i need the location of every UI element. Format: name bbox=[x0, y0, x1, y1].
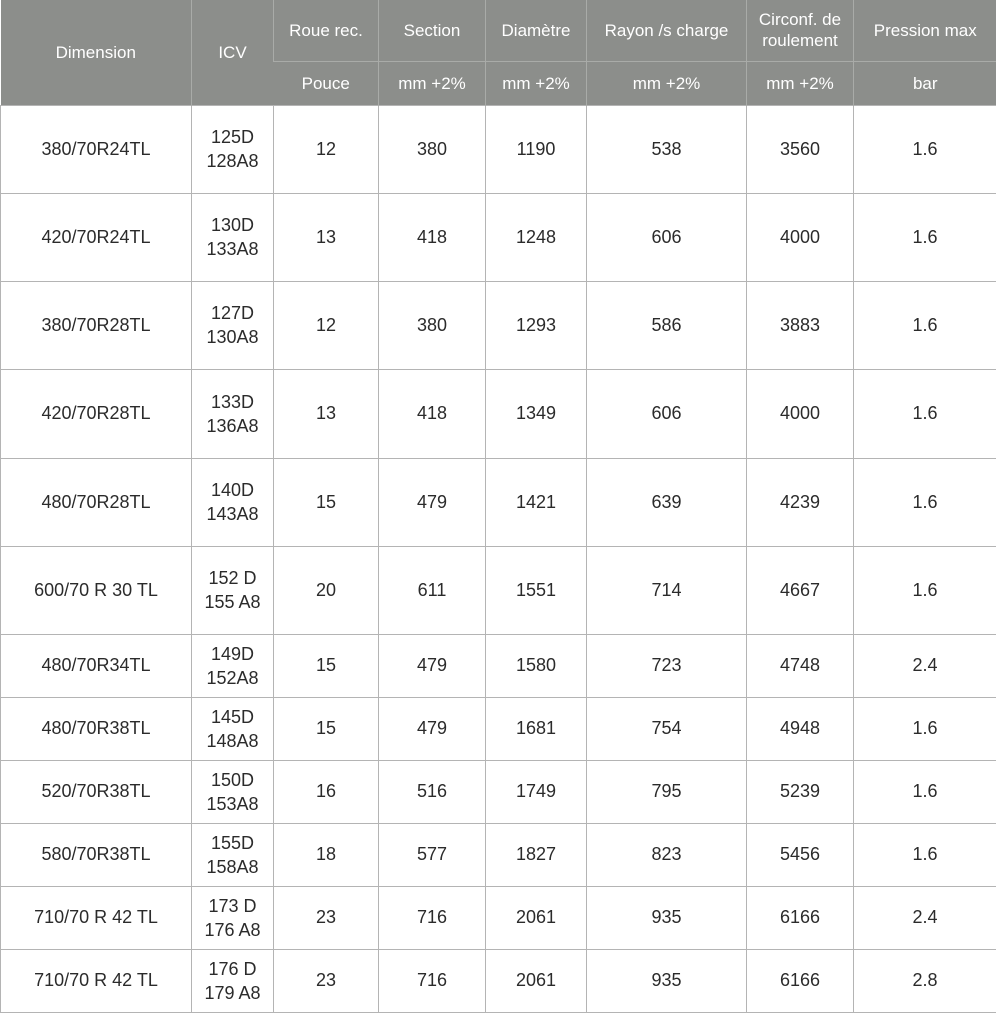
cell-circonf: 6166 bbox=[747, 949, 854, 1012]
cell-diametre: 1749 bbox=[486, 760, 587, 823]
cell-circonf: 5456 bbox=[747, 823, 854, 886]
cell-dimension: 600/70 R 30 TL bbox=[1, 546, 192, 634]
cell-circonf: 4948 bbox=[747, 697, 854, 760]
cell-diametre: 1349 bbox=[486, 369, 587, 458]
cell-diametre: 1293 bbox=[486, 281, 587, 369]
icv-load-index: 130D bbox=[210, 215, 255, 235]
table-header bbox=[1, 0, 996, 105]
icv-load-index: 176 D bbox=[208, 958, 257, 979]
cell-icv bbox=[192, 949, 274, 1012]
icv-load-index-a8: 128A8 bbox=[206, 151, 259, 171]
cell-section: 479 bbox=[379, 634, 486, 697]
header-diametre: Diamètre bbox=[486, 0, 587, 61]
cell-roue: 12 bbox=[274, 281, 379, 369]
icv-load-index: 152 D bbox=[208, 568, 257, 588]
cell-section: 716 bbox=[379, 949, 486, 1012]
cell-roue: 15 bbox=[274, 697, 379, 760]
table-row bbox=[1, 823, 996, 886]
cell-pression: 1.6 bbox=[854, 760, 996, 823]
icv-load-index: 140D bbox=[210, 480, 255, 500]
cell-section: 418 bbox=[379, 369, 486, 458]
header-dimension: Dimension bbox=[1, 0, 192, 105]
cell-roue: 13 bbox=[274, 193, 379, 281]
icv-load-index: 133D bbox=[210, 391, 255, 412]
cell-circonf: 6166 bbox=[747, 886, 854, 949]
icv-load-index: 173 D bbox=[208, 895, 257, 916]
cell-rayon: 723 bbox=[587, 634, 747, 697]
icv-load-index-a8: 133A8 bbox=[206, 239, 259, 259]
cell-dimension: 520/70R38TL bbox=[1, 760, 192, 823]
cell-circonf: 3560 bbox=[747, 105, 854, 193]
icv-load-index-a8: 153A8 bbox=[206, 793, 259, 814]
cell-roue: 20 bbox=[274, 546, 379, 634]
cell-diametre: 1421 bbox=[486, 458, 587, 546]
icv-load-index-a8: 136A8 bbox=[206, 415, 259, 436]
cell-icv bbox=[192, 546, 274, 634]
cell-circonf: 4748 bbox=[747, 634, 854, 697]
header-roue: Roue rec. bbox=[274, 0, 379, 61]
cell-dimension: 710/70 R 42 TL bbox=[1, 886, 192, 949]
icv-load-index: 127D bbox=[210, 303, 255, 323]
table-row bbox=[1, 546, 996, 634]
cell-diametre: 1248 bbox=[486, 193, 587, 281]
table-row bbox=[1, 634, 996, 697]
table-row bbox=[1, 458, 996, 546]
unit-rayon: mm +2% bbox=[587, 61, 747, 105]
table-row bbox=[1, 760, 996, 823]
cell-section: 418 bbox=[379, 193, 486, 281]
table-body bbox=[1, 105, 996, 1012]
cell-rayon: 935 bbox=[587, 886, 747, 949]
cell-diametre: 1551 bbox=[486, 546, 587, 634]
cell-roue: 16 bbox=[274, 760, 379, 823]
table-row bbox=[1, 697, 996, 760]
header-section: Section bbox=[379, 0, 486, 61]
table-row bbox=[1, 886, 996, 949]
cell-dimension: 380/70R24TL bbox=[1, 105, 192, 193]
cell-roue: 23 bbox=[274, 949, 379, 1012]
cell-section: 380 bbox=[379, 105, 486, 193]
cell-icv bbox=[192, 823, 274, 886]
table-row bbox=[1, 369, 996, 458]
cell-circonf: 4000 bbox=[747, 193, 854, 281]
unit-diametre: mm +2% bbox=[486, 61, 587, 105]
cell-pression: 1.6 bbox=[854, 697, 996, 760]
cell-section: 716 bbox=[379, 886, 486, 949]
cell-dimension: 420/70R24TL bbox=[1, 193, 192, 281]
cell-icv bbox=[192, 886, 274, 949]
cell-rayon: 795 bbox=[587, 760, 747, 823]
header-circonf-line1: Circonf. de bbox=[758, 10, 842, 30]
cell-roue: 13 bbox=[274, 369, 379, 458]
cell-section: 380 bbox=[379, 281, 486, 369]
cell-dimension: 380/70R28TL bbox=[1, 281, 192, 369]
icv-load-index: 149D bbox=[210, 643, 255, 664]
cell-icv bbox=[192, 105, 274, 193]
cell-dimension: 420/70R28TL bbox=[1, 369, 192, 458]
cell-pression: 1.6 bbox=[854, 105, 996, 193]
cell-pression: 1.6 bbox=[854, 823, 996, 886]
cell-rayon: 823 bbox=[587, 823, 747, 886]
cell-section: 577 bbox=[379, 823, 486, 886]
cell-dimension: 480/70R28TL bbox=[1, 458, 192, 546]
icv-load-index-a8: 152A8 bbox=[206, 667, 259, 688]
unit-circonf: mm +2% bbox=[747, 61, 854, 105]
icv-load-index: 150D bbox=[210, 769, 255, 790]
header-circonf bbox=[747, 0, 854, 61]
cell-rayon: 586 bbox=[587, 281, 747, 369]
cell-roue: 15 bbox=[274, 634, 379, 697]
cell-rayon: 714 bbox=[587, 546, 747, 634]
icv-load-index: 145D bbox=[210, 706, 255, 727]
cell-circonf: 4239 bbox=[747, 458, 854, 546]
cell-rayon: 639 bbox=[587, 458, 747, 546]
icv-load-index-a8: 148A8 bbox=[206, 730, 259, 751]
cell-diametre: 2061 bbox=[486, 886, 587, 949]
cell-pression: 1.6 bbox=[854, 281, 996, 369]
header-rayon: Rayon /s charge bbox=[587, 0, 747, 61]
cell-dimension: 480/70R38TL bbox=[1, 697, 192, 760]
cell-pression: 2.4 bbox=[854, 634, 996, 697]
icv-load-index-a8: 155 A8 bbox=[204, 592, 261, 612]
icv-load-index-a8: 179 A8 bbox=[204, 982, 261, 1003]
unit-pression: bar bbox=[854, 61, 996, 105]
icv-load-index: 155D bbox=[210, 832, 255, 853]
cell-circonf: 5239 bbox=[747, 760, 854, 823]
cell-icv bbox=[192, 697, 274, 760]
icv-load-index: 125D bbox=[210, 127, 255, 147]
cell-rayon: 538 bbox=[587, 105, 747, 193]
cell-icv bbox=[192, 760, 274, 823]
icv-load-index-a8: 176 A8 bbox=[204, 919, 261, 940]
cell-pression: 2.4 bbox=[854, 886, 996, 949]
table-row bbox=[1, 105, 996, 193]
cell-rayon: 935 bbox=[587, 949, 747, 1012]
cell-diametre: 2061 bbox=[486, 949, 587, 1012]
icv-load-index-a8: 143A8 bbox=[206, 504, 259, 524]
icv-load-index-a8: 130A8 bbox=[206, 327, 259, 347]
cell-dimension: 580/70R38TL bbox=[1, 823, 192, 886]
cell-roue: 15 bbox=[274, 458, 379, 546]
cell-pression: 2.8 bbox=[854, 949, 996, 1012]
cell-icv bbox=[192, 458, 274, 546]
cell-diametre: 1681 bbox=[486, 697, 587, 760]
cell-icv bbox=[192, 634, 274, 697]
cell-pression: 1.6 bbox=[854, 546, 996, 634]
header-pression: Pression max bbox=[854, 0, 996, 61]
cell-circonf: 4000 bbox=[747, 369, 854, 458]
table-row bbox=[1, 193, 996, 281]
cell-section: 611 bbox=[379, 546, 486, 634]
unit-section: mm +2% bbox=[379, 61, 486, 105]
cell-icv bbox=[192, 281, 274, 369]
cell-circonf: 4667 bbox=[747, 546, 854, 634]
cell-icv bbox=[192, 369, 274, 458]
cell-rayon: 606 bbox=[587, 369, 747, 458]
cell-dimension: 480/70R34TL bbox=[1, 634, 192, 697]
cell-circonf: 3883 bbox=[747, 281, 854, 369]
cell-section: 479 bbox=[379, 697, 486, 760]
cell-roue: 23 bbox=[274, 886, 379, 949]
cell-rayon: 754 bbox=[587, 697, 747, 760]
cell-section: 479 bbox=[379, 458, 486, 546]
cell-diametre: 1190 bbox=[486, 105, 587, 193]
table-row bbox=[1, 281, 996, 369]
cell-pression: 1.6 bbox=[854, 369, 996, 458]
cell-roue: 18 bbox=[274, 823, 379, 886]
header-icv: ICV bbox=[192, 0, 274, 105]
cell-roue: 12 bbox=[274, 105, 379, 193]
cell-rayon: 606 bbox=[587, 193, 747, 281]
cell-dimension: 710/70 R 42 TL bbox=[1, 949, 192, 1012]
cell-section: 516 bbox=[379, 760, 486, 823]
cell-icv bbox=[192, 193, 274, 281]
cell-diametre: 1580 bbox=[486, 634, 587, 697]
cell-pression: 1.6 bbox=[854, 458, 996, 546]
cell-diametre: 1827 bbox=[486, 823, 587, 886]
unit-roue: Pouce bbox=[274, 61, 379, 105]
cell-pression: 1.6 bbox=[854, 193, 996, 281]
icv-load-index-a8: 158A8 bbox=[206, 856, 259, 877]
table-row bbox=[1, 949, 996, 1012]
header-circonf-line2: roulement bbox=[762, 31, 838, 51]
